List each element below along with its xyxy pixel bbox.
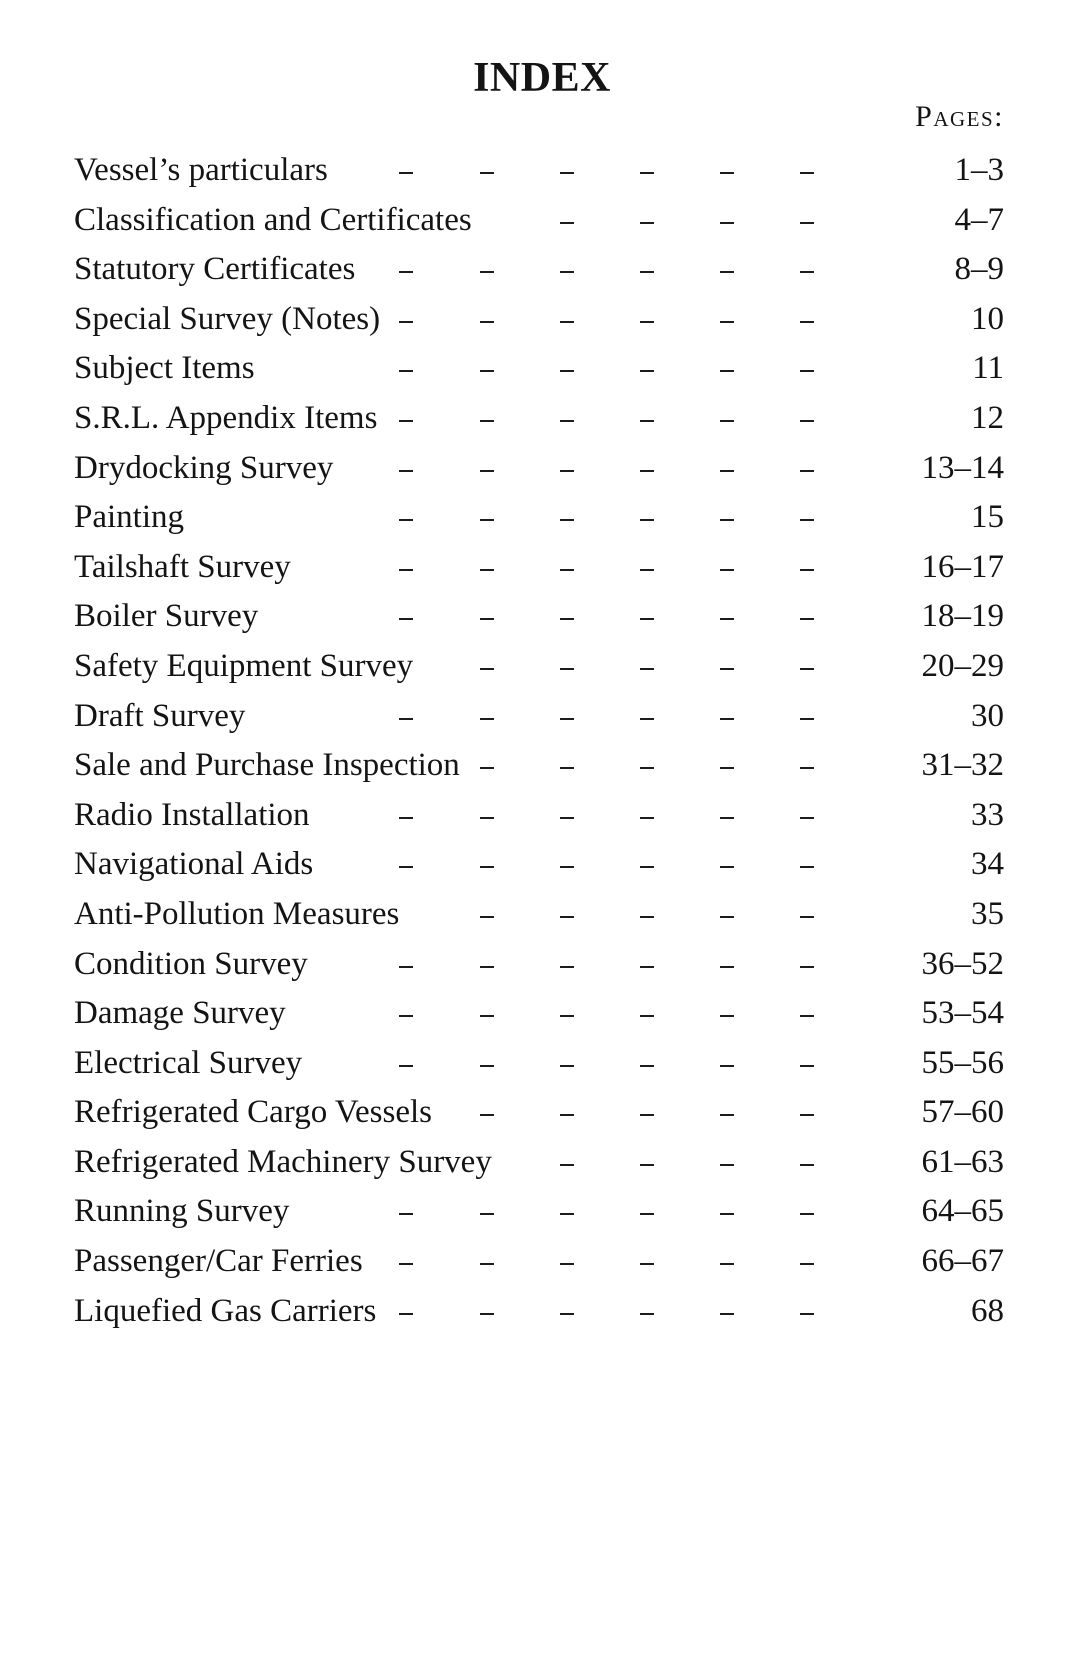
index-entry: [74, 642, 1004, 692]
leader-dash: [720, 172, 734, 174]
leader-dash: [640, 718, 654, 720]
leader-dash: [640, 817, 654, 819]
leader-dash: [560, 1065, 574, 1067]
leader-dash: [399, 370, 413, 372]
leader-dash: [720, 1015, 734, 1017]
leader-dash: [800, 618, 814, 620]
index-entry-label: Damage Survey: [74, 995, 286, 1032]
index-entry-pages: 30: [971, 697, 1004, 734]
leader-dash: [720, 817, 734, 819]
leader-dash: [640, 618, 654, 620]
leader-dash: [720, 470, 734, 472]
index-entry-label: Running Survey: [74, 1193, 290, 1230]
index-entry-pages: 13–14: [921, 449, 1004, 486]
page-title: INDEX: [473, 55, 611, 101]
index-entry-label: Painting: [74, 499, 185, 536]
leader-dash: [480, 668, 494, 670]
leader-dash: [560, 1015, 574, 1017]
leader-dash: [560, 866, 574, 868]
index-list: [74, 146, 1004, 1336]
index-entry: [74, 344, 1004, 394]
leader-dash: [800, 668, 814, 670]
leader-dash: [560, 370, 574, 372]
leader-dash: [480, 1213, 494, 1215]
leader-dash: [560, 817, 574, 819]
leader-dash: [720, 321, 734, 323]
leader-dash: [640, 966, 654, 968]
index-entry-pages: 11: [972, 350, 1004, 387]
leader-dash: [560, 222, 574, 224]
leader-dash: [640, 866, 654, 868]
leader-dash: [640, 569, 654, 571]
leader-dash: [480, 618, 494, 620]
leader-dash: [800, 1313, 814, 1315]
leader-dash: [560, 668, 574, 670]
index-entry: [74, 989, 1004, 1039]
leader-dash: [480, 767, 494, 769]
leader-dash: [720, 1114, 734, 1116]
index-entry-label: Refrigerated Cargo Vessels: [74, 1094, 433, 1131]
index-entry-pages: 55–56: [921, 1044, 1004, 1081]
index-entry: [74, 196, 1004, 246]
leader-dash: [800, 1015, 814, 1017]
index-entry-pages: 15: [971, 499, 1004, 536]
index-entry-pages: 34: [971, 846, 1004, 883]
leader-dash: [399, 966, 413, 968]
index-entry-label: Vessel’s particulars: [74, 152, 328, 188]
leader-dash: [480, 420, 494, 422]
leader-dash: [399, 321, 413, 323]
leader-dash: [800, 569, 814, 571]
leader-dash: [560, 1114, 574, 1116]
leader-dash: [480, 271, 494, 273]
leader-dash: [720, 718, 734, 720]
index-entry-label: Passenger/Car Ferries: [74, 1243, 363, 1280]
leader-dash: [560, 966, 574, 968]
leader-dash: [399, 1313, 413, 1315]
leader-dash: [399, 866, 413, 868]
leader-dash: [720, 569, 734, 571]
leader-dash: [560, 1313, 574, 1315]
leader-dash: [720, 1263, 734, 1265]
leader-dash: [399, 817, 413, 819]
leader-dash: [560, 1164, 574, 1166]
leader-dash: [399, 718, 413, 720]
leader-dash: [800, 966, 814, 968]
leader-dash: [800, 172, 814, 174]
leader-dash: [800, 420, 814, 422]
leader-dash: [720, 1313, 734, 1315]
leader-dash: [800, 1164, 814, 1166]
index-entry: [74, 692, 1004, 742]
index-entry-label: Boiler Survey: [74, 598, 259, 635]
leader-dash: [399, 569, 413, 571]
index-entry: [74, 1088, 1004, 1138]
leader-dash: [640, 1164, 654, 1166]
index-entry: [74, 444, 1004, 494]
leader-dash: [800, 718, 814, 720]
leader-dash: [560, 470, 574, 472]
leader-dash: [720, 668, 734, 670]
index-entry-pages: 68: [971, 1292, 1004, 1329]
leader-dash: [480, 817, 494, 819]
leader-dash: [800, 470, 814, 472]
leader-dash: [560, 618, 574, 620]
leader-dash: [560, 519, 574, 521]
leader-dash: [480, 916, 494, 918]
index-entry: [74, 543, 1004, 593]
leader-dash: [480, 1065, 494, 1067]
leader-dash: [399, 470, 413, 472]
index-entry-label: Radio Installation: [74, 796, 310, 833]
leader-dash: [720, 866, 734, 868]
leader-dash: [399, 1263, 413, 1265]
leader-dash: [640, 1313, 654, 1315]
leader-dash: [640, 222, 654, 224]
index-entry-pages: 1–3: [954, 152, 1004, 188]
index-entry: [74, 394, 1004, 444]
index-entry: [74, 940, 1004, 990]
index-entry-label: Safety Equipment Survey: [74, 647, 414, 684]
leader-dash: [560, 1263, 574, 1265]
index-entry-pages: 57–60: [921, 1094, 1004, 1131]
leader-dash: [800, 271, 814, 273]
index-entry-pages: 35: [971, 895, 1004, 932]
leader-dash: [480, 321, 494, 323]
index-entry-label: Sale and Purchase Inspection: [74, 747, 460, 784]
index-entry-pages: 16–17: [921, 548, 1004, 585]
index-entry-pages: 4–7: [954, 201, 1004, 238]
index-entry-pages: 10: [971, 300, 1004, 337]
index-entry: [74, 493, 1004, 543]
leader-dash: [720, 370, 734, 372]
index-entry: [74, 840, 1004, 890]
leader-dash: [640, 767, 654, 769]
leader-dash: [720, 271, 734, 273]
index-entry-label: Statutory Certificates: [74, 251, 356, 288]
leader-dash: [800, 222, 814, 224]
leader-dash: [399, 1015, 413, 1017]
index-entry-label: Anti-Pollution Measures: [74, 895, 400, 932]
index-entry-label: Special Survey (Notes): [74, 300, 381, 337]
leader-dash: [560, 172, 574, 174]
index-entry-label: Drydocking Survey: [74, 449, 334, 486]
leader-dash: [720, 420, 734, 422]
index-entry-label: Condition Survey: [74, 945, 308, 982]
leader-dash: [800, 519, 814, 521]
index-entry-label: S.R.L. Appendix Items: [74, 399, 378, 436]
index-entry-pages: 53–54: [921, 995, 1004, 1032]
leader-dash: [560, 916, 574, 918]
leader-dash: [720, 966, 734, 968]
index-entry: [74, 1287, 1004, 1337]
leader-dash: [399, 519, 413, 521]
index-entry-label: Liquefied Gas Carriers: [74, 1292, 377, 1329]
index-entry-label: Classification and Certificates: [74, 201, 472, 238]
index-entry-pages: 33: [971, 796, 1004, 833]
index-entry-label: Draft Survey: [74, 697, 246, 734]
leader-dash: [560, 718, 574, 720]
leader-dash: [640, 370, 654, 372]
leader-dash: [800, 866, 814, 868]
index-entry: [74, 245, 1004, 295]
leader-dash: [800, 767, 814, 769]
leader-dash: [720, 1065, 734, 1067]
index-entry-pages: 12: [971, 399, 1004, 436]
leader-dash: [640, 321, 654, 323]
leader-dash: [640, 470, 654, 472]
leader-dash: [480, 172, 494, 174]
leader-dash: [800, 1065, 814, 1067]
index-entry-pages: 36–52: [921, 945, 1004, 982]
leader-dash: [720, 767, 734, 769]
index-entry-label: Tailshaft Survey: [74, 548, 291, 585]
leader-dash: [640, 271, 654, 273]
leader-dash: [399, 172, 413, 174]
leader-dash: [640, 420, 654, 422]
index-entry-label: Electrical Survey: [74, 1044, 303, 1081]
leader-dash: [720, 618, 734, 620]
leader-dash: [640, 1065, 654, 1067]
leader-dash: [480, 519, 494, 521]
index-entry-label: Refrigerated Machinery Survey: [74, 1143, 492, 1180]
leader-dash: [640, 1263, 654, 1265]
index-entry-pages: 20–29: [921, 647, 1004, 684]
leader-dash: [560, 767, 574, 769]
index-entry-pages: 18–19: [921, 598, 1004, 635]
leader-dash: [399, 271, 413, 273]
leader-dash: [560, 271, 574, 273]
leader-dash: [480, 966, 494, 968]
leader-dash: [480, 1015, 494, 1017]
index-entry-pages: 64–65: [921, 1193, 1004, 1230]
index-entry-label: Subject Items: [74, 350, 255, 387]
leader-dash: [399, 1213, 413, 1215]
leader-dash: [480, 1263, 494, 1265]
leader-dash: [480, 569, 494, 571]
leader-dash: [720, 1213, 734, 1215]
leader-dash: [720, 916, 734, 918]
leader-dash: [560, 420, 574, 422]
leader-dash: [480, 370, 494, 372]
index-entry: [74, 1138, 1004, 1188]
index-entry: [74, 791, 1004, 841]
index-entry: [74, 1187, 1004, 1237]
pages-column-heading: Pages:: [915, 100, 1004, 133]
leader-dash: [720, 519, 734, 521]
leader-dash: [480, 1313, 494, 1315]
index-entry-pages: 61–63: [921, 1143, 1004, 1180]
index-entry-pages: 31–32: [921, 747, 1004, 784]
leader-dash: [800, 370, 814, 372]
leader-dashes: [74, 493, 1004, 543]
leader-dash: [480, 866, 494, 868]
leader-dash: [480, 470, 494, 472]
index-entry: [74, 592, 1004, 642]
leader-dash: [640, 172, 654, 174]
index-entry-pages: 66–67: [921, 1243, 1004, 1280]
leader-dash: [560, 1213, 574, 1215]
leader-dash: [800, 321, 814, 323]
leader-dash: [640, 916, 654, 918]
leader-dash: [480, 718, 494, 720]
index-entry-label: Navigational Aids: [74, 846, 314, 883]
leader-dash: [560, 569, 574, 571]
index-entry: [74, 295, 1004, 345]
leader-dash: [800, 817, 814, 819]
leader-dash: [800, 1114, 814, 1116]
leader-dash: [399, 420, 413, 422]
leader-dash: [800, 1213, 814, 1215]
index-entry-pages: 8–9: [954, 251, 1004, 288]
index-entry: [74, 146, 1004, 196]
index-entry: [74, 890, 1004, 940]
leader-dash: [399, 618, 413, 620]
leader-dash: [720, 222, 734, 224]
leader-dash: [720, 1164, 734, 1166]
index-entry: [74, 1237, 1004, 1287]
index-entry: [74, 1039, 1004, 1089]
leader-dash: [640, 1213, 654, 1215]
leader-dash: [480, 1114, 494, 1116]
leader-dash: [640, 668, 654, 670]
leader-dash: [640, 1114, 654, 1116]
index-entry: [74, 741, 1004, 791]
leader-dash: [640, 1015, 654, 1017]
leader-dash: [560, 321, 574, 323]
leader-dash: [800, 1263, 814, 1265]
leader-dash: [399, 1065, 413, 1067]
leader-dash: [800, 916, 814, 918]
leader-dash: [640, 519, 654, 521]
